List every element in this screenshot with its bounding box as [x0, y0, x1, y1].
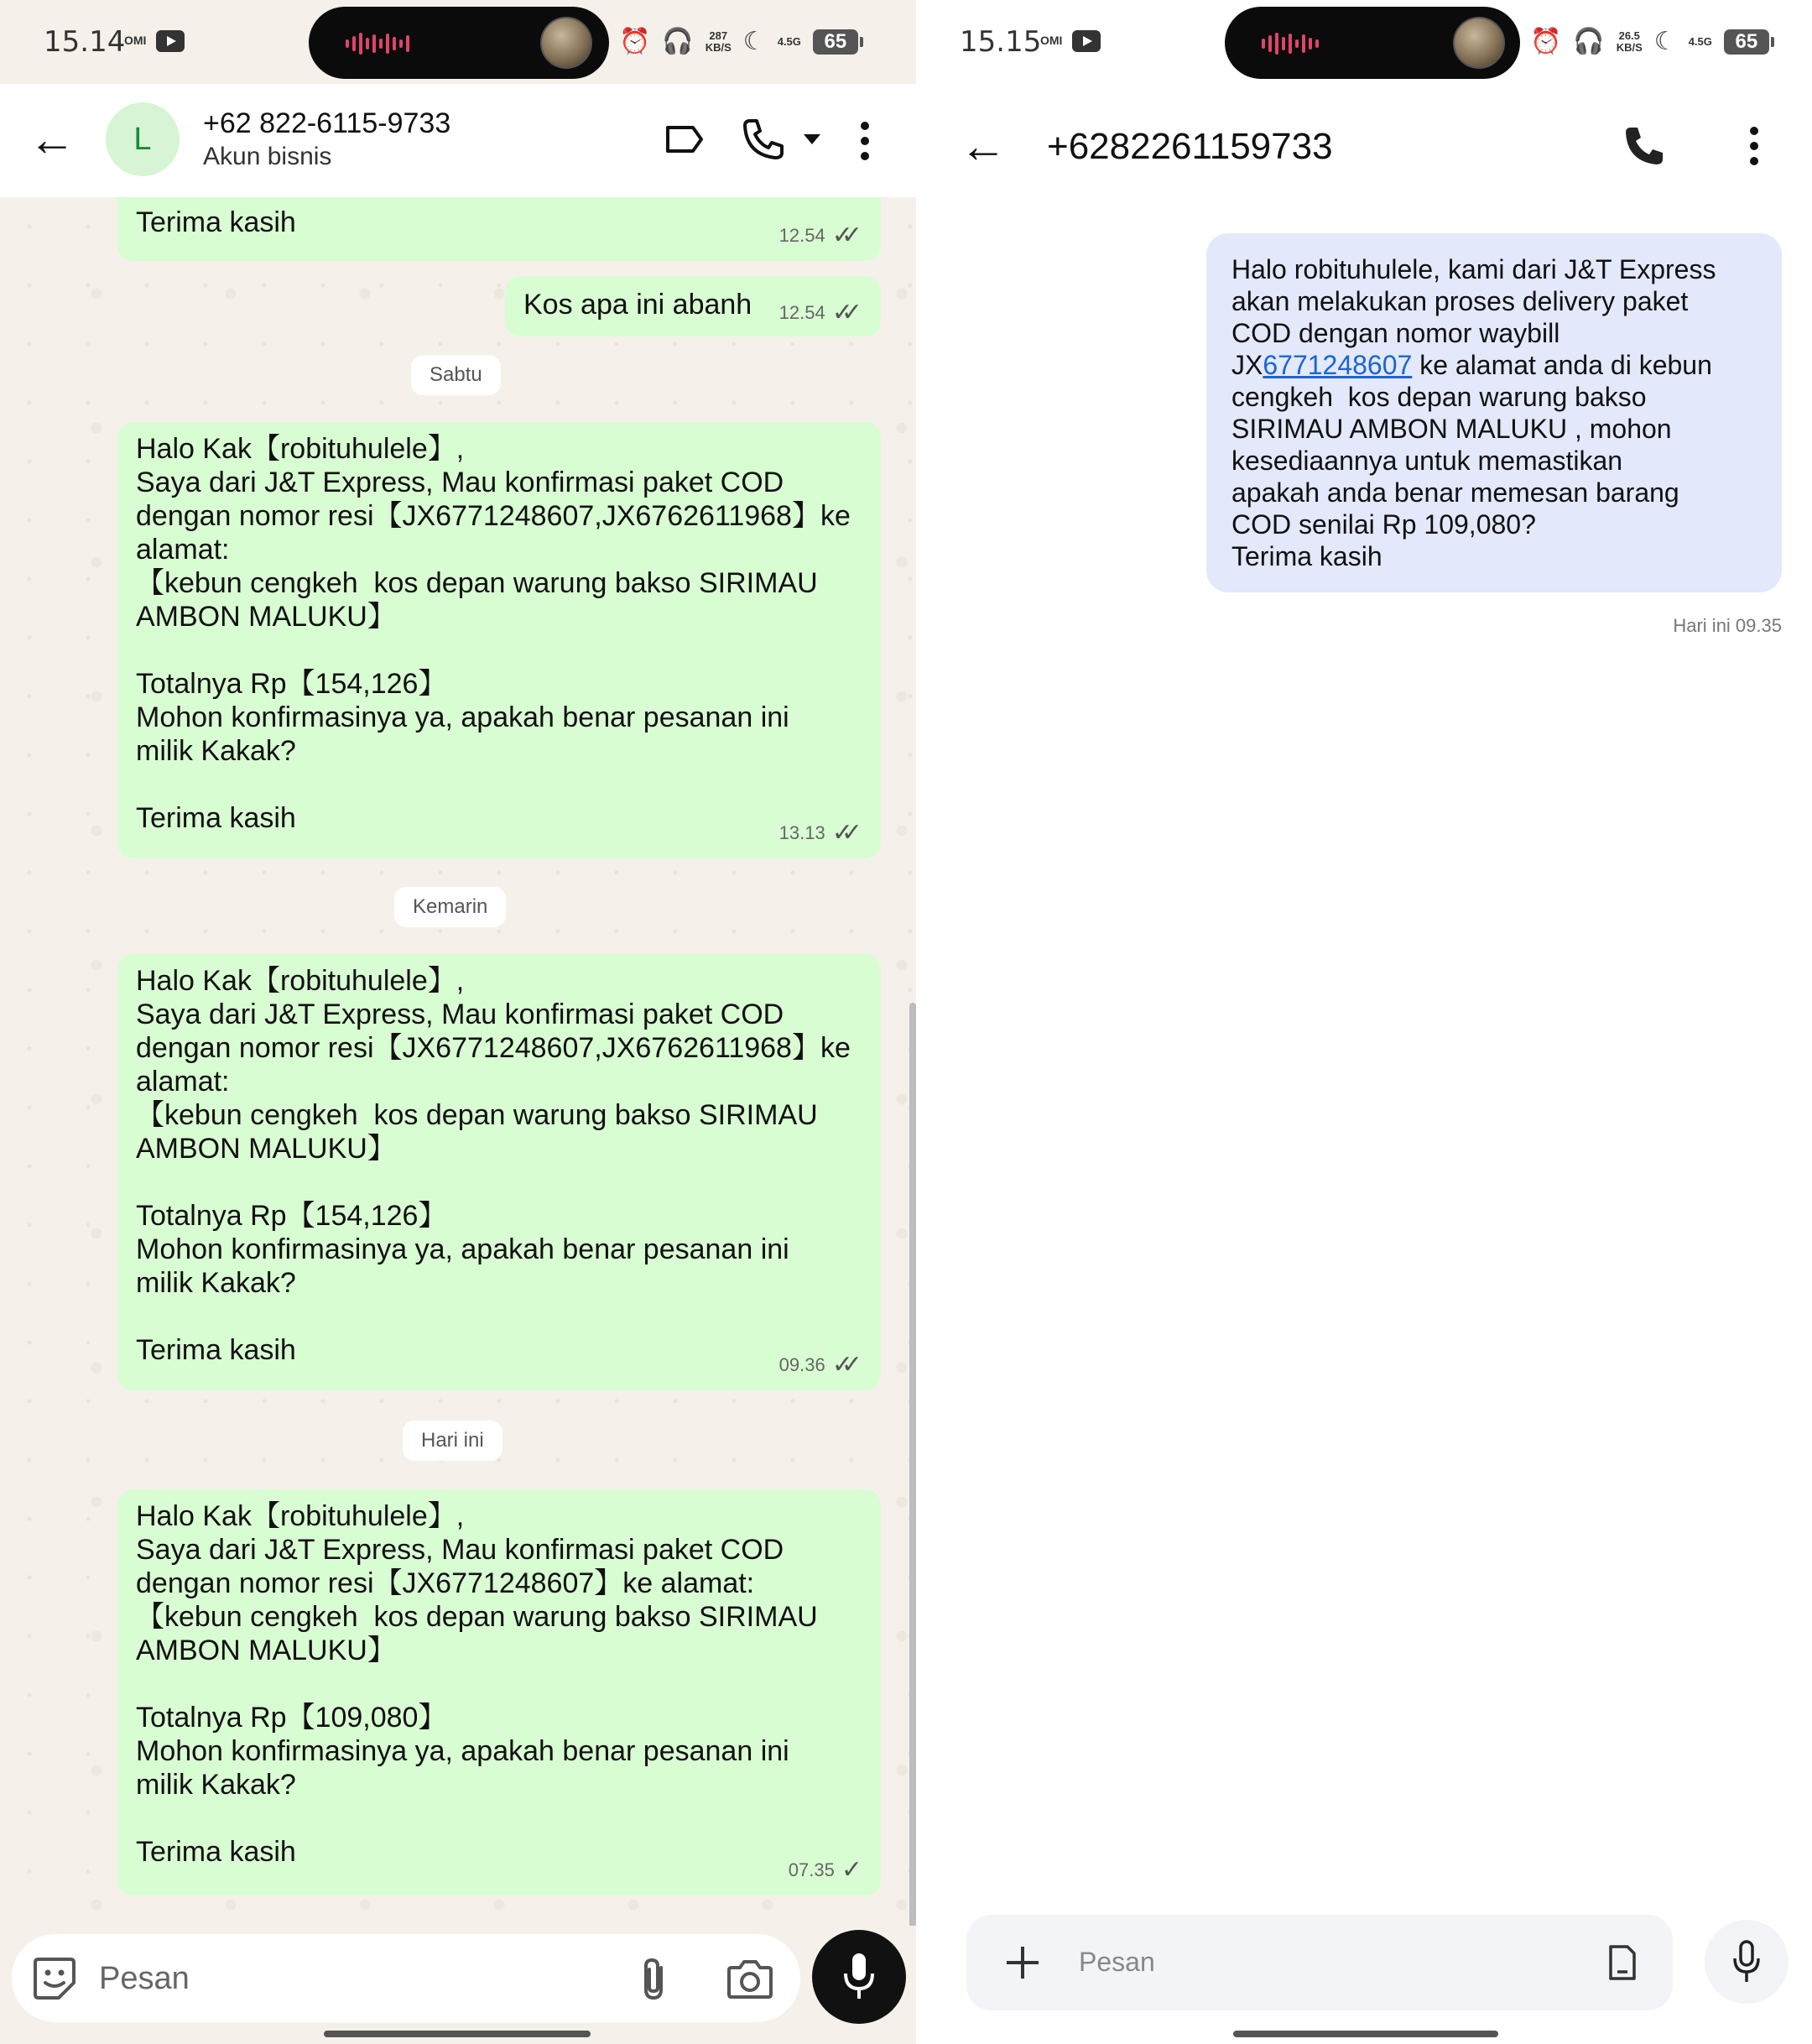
back-arrow-icon[interactable]: ←: [960, 119, 1007, 172]
message-line: milik Kakak?: [136, 1769, 296, 1801]
moon-icon: ☾: [1653, 28, 1677, 55]
status-bar: [916, 0, 1812, 84]
message-line: Totalnya Rp【154,126】: [136, 1200, 447, 1232]
message-timestamp: Hari ini 09.35: [1673, 615, 1782, 636]
waybill-link[interactable]: 6771248607: [1263, 350, 1413, 380]
home-indicator[interactable]: [1233, 2031, 1498, 2037]
voice-input-button[interactable]: [1705, 1920, 1789, 2004]
message-line: Halo Kak【robituhulele】,: [136, 1500, 465, 1532]
sticker-icon[interactable]: [32, 1956, 77, 2001]
message-bubble[interactable]: [117, 197, 881, 261]
message-meta: [779, 219, 862, 253]
phone-icon[interactable]: [742, 117, 784, 159]
check-icon: ✓: [841, 1856, 862, 1884]
message-line: Mohon konfirmasinya ya, apakah benar pesanan ini: [136, 1735, 789, 1767]
mic-icon: [842, 1952, 876, 2002]
headphones-icon: 🎧: [1573, 28, 1605, 55]
date-chip: Kemarin: [394, 887, 506, 927]
net-speed: 287 KB/S: [705, 29, 732, 54]
audio-wave-icon: [346, 32, 409, 55]
message-meta: [779, 296, 862, 330]
message-line: Totalnya Rp【154,126】: [136, 668, 447, 700]
double-check-icon: ✓✓: [831, 299, 851, 326]
message-time: 12.54: [778, 225, 825, 246]
message-bubble[interactable]: [117, 1489, 881, 1895]
audio-wave-icon: [1262, 32, 1319, 55]
message-line: kesediaannya untuk memastikan: [1231, 446, 1623, 476]
message-line: Terima kasih: [136, 1334, 296, 1366]
message-time: 07.35: [788, 1859, 835, 1880]
message-line: dengan nomor resi【JX6771248607】ke alamat:: [136, 1567, 755, 1599]
message-input[interactable]: Pesan: [99, 1961, 190, 1996]
phone-icon[interactable]: [1622, 124, 1664, 166]
sms-message-bubble[interactable]: [1206, 233, 1782, 592]
status-time: 15.14: [44, 25, 126, 59]
home-indicator[interactable]: [324, 2031, 591, 2037]
message-line: akan melakukan proses delivery paket: [1231, 286, 1689, 316]
message-text: Kos apa ini abanh: [523, 289, 752, 321]
battery-indicator: 65: [813, 29, 858, 55]
message-line: AMBON MALUKU】: [136, 601, 396, 633]
status-time: 15.15: [960, 25, 1042, 59]
message-line: milik Kakak?: [136, 735, 296, 767]
label-tag-icon[interactable]: [664, 123, 705, 156]
message-bubble[interactable]: [117, 422, 881, 858]
alarm-icon: ⏰: [1530, 28, 1562, 55]
chat-area[interactable]: [0, 197, 916, 1926]
sms-text-input[interactable]: Pesan: [1079, 1947, 1155, 1977]
date-chip: Sabtu: [411, 355, 501, 395]
mic-icon: [1731, 1940, 1762, 1984]
camera-icon[interactable]: [726, 1958, 773, 2000]
message-time: 12.54: [778, 302, 825, 323]
message-meta: [779, 1348, 862, 1382]
moon-icon: ☾: [742, 28, 766, 55]
headphones-icon: 🎧: [662, 28, 694, 55]
more-vert-icon[interactable]: [859, 121, 871, 161]
message-meta: [779, 816, 862, 850]
date-chip: Hari ini: [403, 1421, 502, 1461]
net-speed: 26.5 KB/S: [1616, 29, 1643, 54]
message-line: alamat:: [136, 1066, 230, 1098]
message-line: Mohon konfirmasinya ya, apakah benar pesanan ini: [136, 1233, 789, 1265]
double-check-icon: ✓✓: [831, 819, 851, 847]
message-line: JX6771248607 ke alamat anda di kebun: [1231, 350, 1712, 380]
message-line: SIRIMAU AMBON MALUKU , mohon: [1231, 414, 1672, 444]
voice-record-button[interactable]: [812, 1930, 906, 2024]
message-time: 09.36: [778, 1354, 825, 1375]
dynamic-island: [309, 7, 609, 79]
message-time: 13.13: [778, 822, 825, 843]
status-icons: [1530, 25, 1769, 59]
network-type: 4.5G: [777, 35, 801, 48]
message-line: dengan nomor resi【JX6771248607,JX6762611968】ke: [136, 1032, 851, 1064]
message-bubble[interactable]: [505, 276, 881, 336]
document-icon[interactable]: [1607, 1943, 1638, 1982]
message-line: Terima kasih: [136, 802, 296, 834]
message-line: Halo Kak【robituhulele】,: [136, 433, 465, 465]
sms-input-bar[interactable]: [966, 1915, 1673, 2010]
message-line: Mohon konfirmasinya ya, apakah benar pesanan ini: [136, 701, 789, 733]
message-line: 【kebun cengkeh kos depan warung bakso SIRIMAU: [136, 1601, 818, 1633]
status-icons: [619, 25, 858, 59]
battery-indicator: 65: [1724, 29, 1769, 55]
youtube-icon: [156, 30, 185, 52]
sms-screen: [916, 0, 1812, 2044]
message-line: 【kebun cengkeh kos depan warung bakso SIRIMAU: [136, 567, 818, 599]
message-line: alamat:: [136, 534, 230, 566]
scrollbar[interactable]: [909, 1003, 916, 1926]
message-input-bar[interactable]: [12, 1934, 800, 2022]
paperclip-icon[interactable]: [636, 1956, 671, 2003]
message-line: COD senilai Rp 109,080?: [1231, 509, 1536, 540]
network-type: 4.5G: [1688, 35, 1712, 48]
message-line: Terima kasih: [1231, 541, 1382, 571]
contact-name[interactable]: +62 822-6115-9733: [203, 107, 451, 139]
carrier-tag: OMI: [1040, 34, 1063, 47]
message-line: AMBON MALUKU】: [136, 1133, 396, 1165]
status-bar: [0, 0, 916, 84]
contact-subtitle: Akun bisnis: [203, 143, 332, 170]
carrier-tag: OMI: [124, 34, 147, 47]
message-line: 【kebun cengkeh kos depan warung bakso SIRIMAU: [136, 1099, 818, 1131]
chevron-down-icon[interactable]: [802, 133, 822, 146]
double-check-icon: ✓✓: [831, 1351, 851, 1379]
message-line: Terima kasih: [136, 1836, 296, 1868]
youtube-icon: [1072, 30, 1101, 52]
message-line: dengan nomor resi【JX6771248607,JX6762611968】ke: [136, 500, 851, 532]
message-line: Totalnya Rp【109,080】: [136, 1702, 447, 1734]
back-arrow-icon[interactable]: ←: [29, 112, 76, 165]
message-line: Saya dari J&T Express, Mau konfirmasi paket COD: [136, 1534, 784, 1566]
media-thumbnail[interactable]: [540, 17, 592, 69]
message-line: milik Kakak?: [136, 1267, 296, 1299]
message-line: Saya dari J&T Express, Mau konfirmasi paket COD: [136, 467, 784, 498]
message-line: Halo Kak【robituhulele】,: [136, 965, 465, 997]
message-text: Terima kasih: [136, 206, 296, 238]
conversation-title: +6282261159733: [1047, 126, 1333, 167]
alarm-icon: ⏰: [619, 28, 651, 55]
chat-header: [0, 84, 916, 197]
message-line: COD dengan nomor waybill: [1231, 318, 1560, 348]
message-line: apakah anda benar memesan barang: [1231, 477, 1679, 508]
contact-avatar[interactable]: L: [106, 102, 180, 176]
message-line: Saya dari J&T Express, Mau konfirmasi paket COD: [136, 999, 784, 1030]
message-line: cengkeh kos depan warung bakso: [1231, 382, 1647, 412]
media-thumbnail[interactable]: [1453, 17, 1505, 69]
double-check-icon: ✓✓: [831, 222, 851, 249]
message-meta: [789, 1854, 862, 1887]
message-line: Halo robituhulele, kami dari J&T Express: [1231, 254, 1716, 284]
message-line: AMBON MALUKU】: [136, 1635, 396, 1666]
message-bubble[interactable]: [117, 954, 881, 1390]
more-vert-icon[interactable]: [1748, 126, 1760, 166]
dynamic-island: [1225, 7, 1520, 79]
plus-icon[interactable]: [1005, 1945, 1040, 1980]
